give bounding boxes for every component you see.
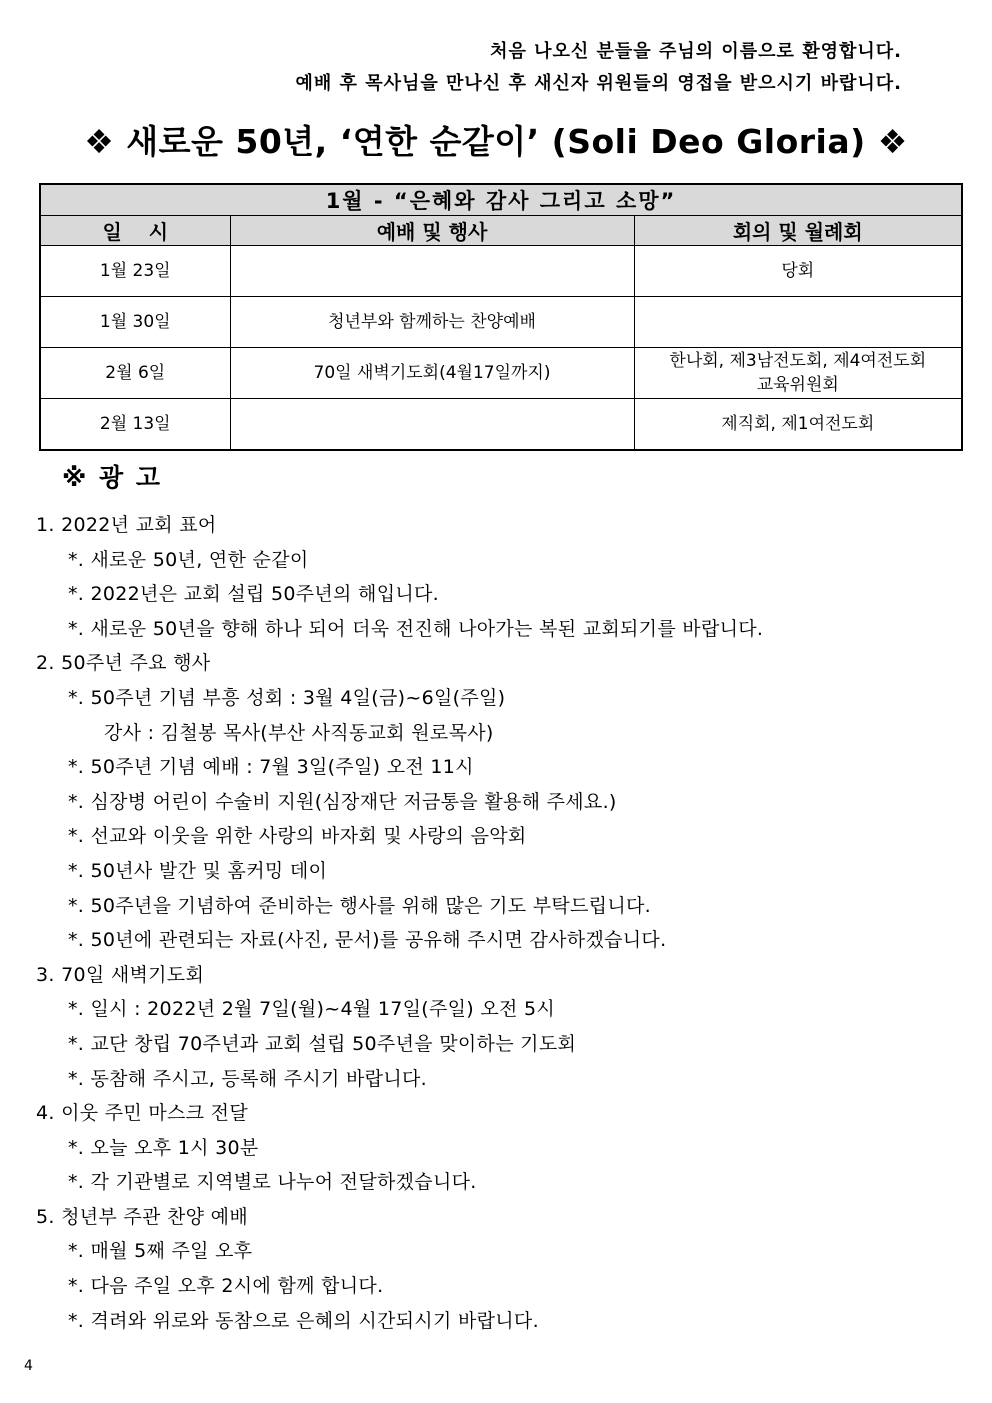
- row-event: 청년부와 함께하는 찬양예배: [230, 297, 634, 348]
- notice-item: *. 2022년은 교회 설립 50주년의 해입니다.: [68, 583, 440, 606]
- row-meeting-line-2: 교육위원회: [756, 375, 839, 395]
- welcome-message: [296, 36, 903, 100]
- row-meeting: 당회: [634, 246, 962, 297]
- row-meeting-line-1: 한나회, 제3남전도회, 제4여전도회: [669, 351, 927, 371]
- notice-item: *. 선교와 이웃을 위한 사랑의 바자회 및 사랑의 음악회: [68, 825, 527, 848]
- notice-item: *. 일시 : 2022년 2월 7일(월)~4월 17일(주일) 오전 5시: [68, 998, 556, 1021]
- row-date: 2월 6일: [40, 348, 230, 399]
- notice-heading: 2. 50주년 주요 행사: [36, 652, 211, 675]
- row-date: 1월 23일: [40, 246, 230, 297]
- notice-item: *. 심장병 어린이 수술비 지원(심장재단 저금통을 활용해 주세요.): [68, 790, 617, 813]
- row-meeting: [634, 348, 962, 399]
- schedule-header-row: [40, 216, 962, 246]
- table-row: [40, 297, 962, 348]
- row-date: 2월 13일: [40, 399, 230, 451]
- notice-heading: 3. 70일 새벽기도회: [36, 963, 205, 986]
- table-row: [40, 348, 962, 399]
- notice-item: *. 각 기관별로 지역별로 나누어 전달하겠습니다.: [68, 1171, 477, 1194]
- notice-item: *. 매월 5째 주일 오후: [68, 1240, 253, 1263]
- header-date: 일 시: [40, 216, 230, 246]
- notice-section-title: ※ 광 고: [62, 463, 163, 492]
- row-date: 1월 30일: [40, 297, 230, 348]
- page-number: 4: [24, 1358, 33, 1374]
- notice-item: *. 다음 주일 오후 2시에 함께 합니다.: [68, 1275, 384, 1298]
- notice-subitem: 강사 : 김철봉 목사(부산 사직동교회 원로목사): [104, 721, 494, 744]
- notice-item: *. 새로운 50년, 연한 순같이: [68, 548, 309, 571]
- header-event: 예배 및 행사: [230, 216, 634, 246]
- notice-heading: 4. 이웃 주민 마스크 전달: [36, 1102, 248, 1125]
- schedule-month-row: [40, 184, 962, 216]
- schedule-month-title: 1월 - “은혜와 감사 그리고 소망”: [40, 184, 962, 216]
- row-meeting: 제직회, 제1여전도회: [634, 399, 962, 451]
- notice-item: *. 교단 창립 70주년과 교회 설립 50주년을 맞이하는 기도회: [68, 1032, 577, 1055]
- schedule-table: [39, 183, 963, 451]
- notice-heading: 1. 2022년 교회 표어: [36, 514, 217, 536]
- notice-item: *. 동참해 주시고, 등록해 주시기 바랍니다.: [68, 1067, 427, 1090]
- notice-item: *. 50주년 기념 예배 : 7월 3일(주일) 오전 11시: [68, 756, 474, 779]
- welcome-line-2: 예배 후 목사님을 만나신 후 새신자 위원들의 영접을 받으시기 바랍니다.: [295, 73, 902, 94]
- notice-item: *. 오늘 오후 1시 30분: [68, 1136, 259, 1159]
- notice-item: *. 50년에 관련되는 자료(사진, 문서)를 공유해 주시면 감사하겠습니다.: [68, 929, 667, 952]
- row-event: 70일 새벽기도회(4월17일까지): [230, 348, 634, 399]
- notice-list: [36, 508, 966, 1338]
- page-title: ❖ 새로운 50년, ‘연한 순같이’ (Soli Deo Gloria) ❖: [84, 122, 908, 161]
- header-meeting: 회의 및 월례회: [634, 216, 962, 246]
- notice-item: *. 50주년 기념 부흥 성회 : 3월 4일(금)~6일(주일): [68, 686, 506, 709]
- table-row: [40, 399, 962, 451]
- row-meeting: [634, 297, 962, 348]
- table-row: [40, 246, 962, 297]
- notice-heading: 5. 청년부 주관 찬양 예배: [36, 1205, 248, 1228]
- notice-item: *. 새로운 50년을 향해 하나 되어 더욱 전진해 나아가는 복된 교회되기를 바랍니다.: [68, 617, 764, 640]
- notice-item: *. 50년사 발간 및 홈커밍 데이: [68, 859, 328, 882]
- notice-item: *. 50주년을 기념하여 준비하는 행사를 위해 많은 기도 부탁드립니다.: [68, 894, 651, 917]
- welcome-line-1: 처음 나오신 분들을 주님의 이름으로 환영합니다.: [490, 41, 902, 62]
- row-event: [230, 399, 634, 451]
- notice-item: *. 격려와 위로와 동참으로 은혜의 시간되시기 바랍니다.: [68, 1309, 539, 1332]
- row-event: [230, 246, 634, 297]
